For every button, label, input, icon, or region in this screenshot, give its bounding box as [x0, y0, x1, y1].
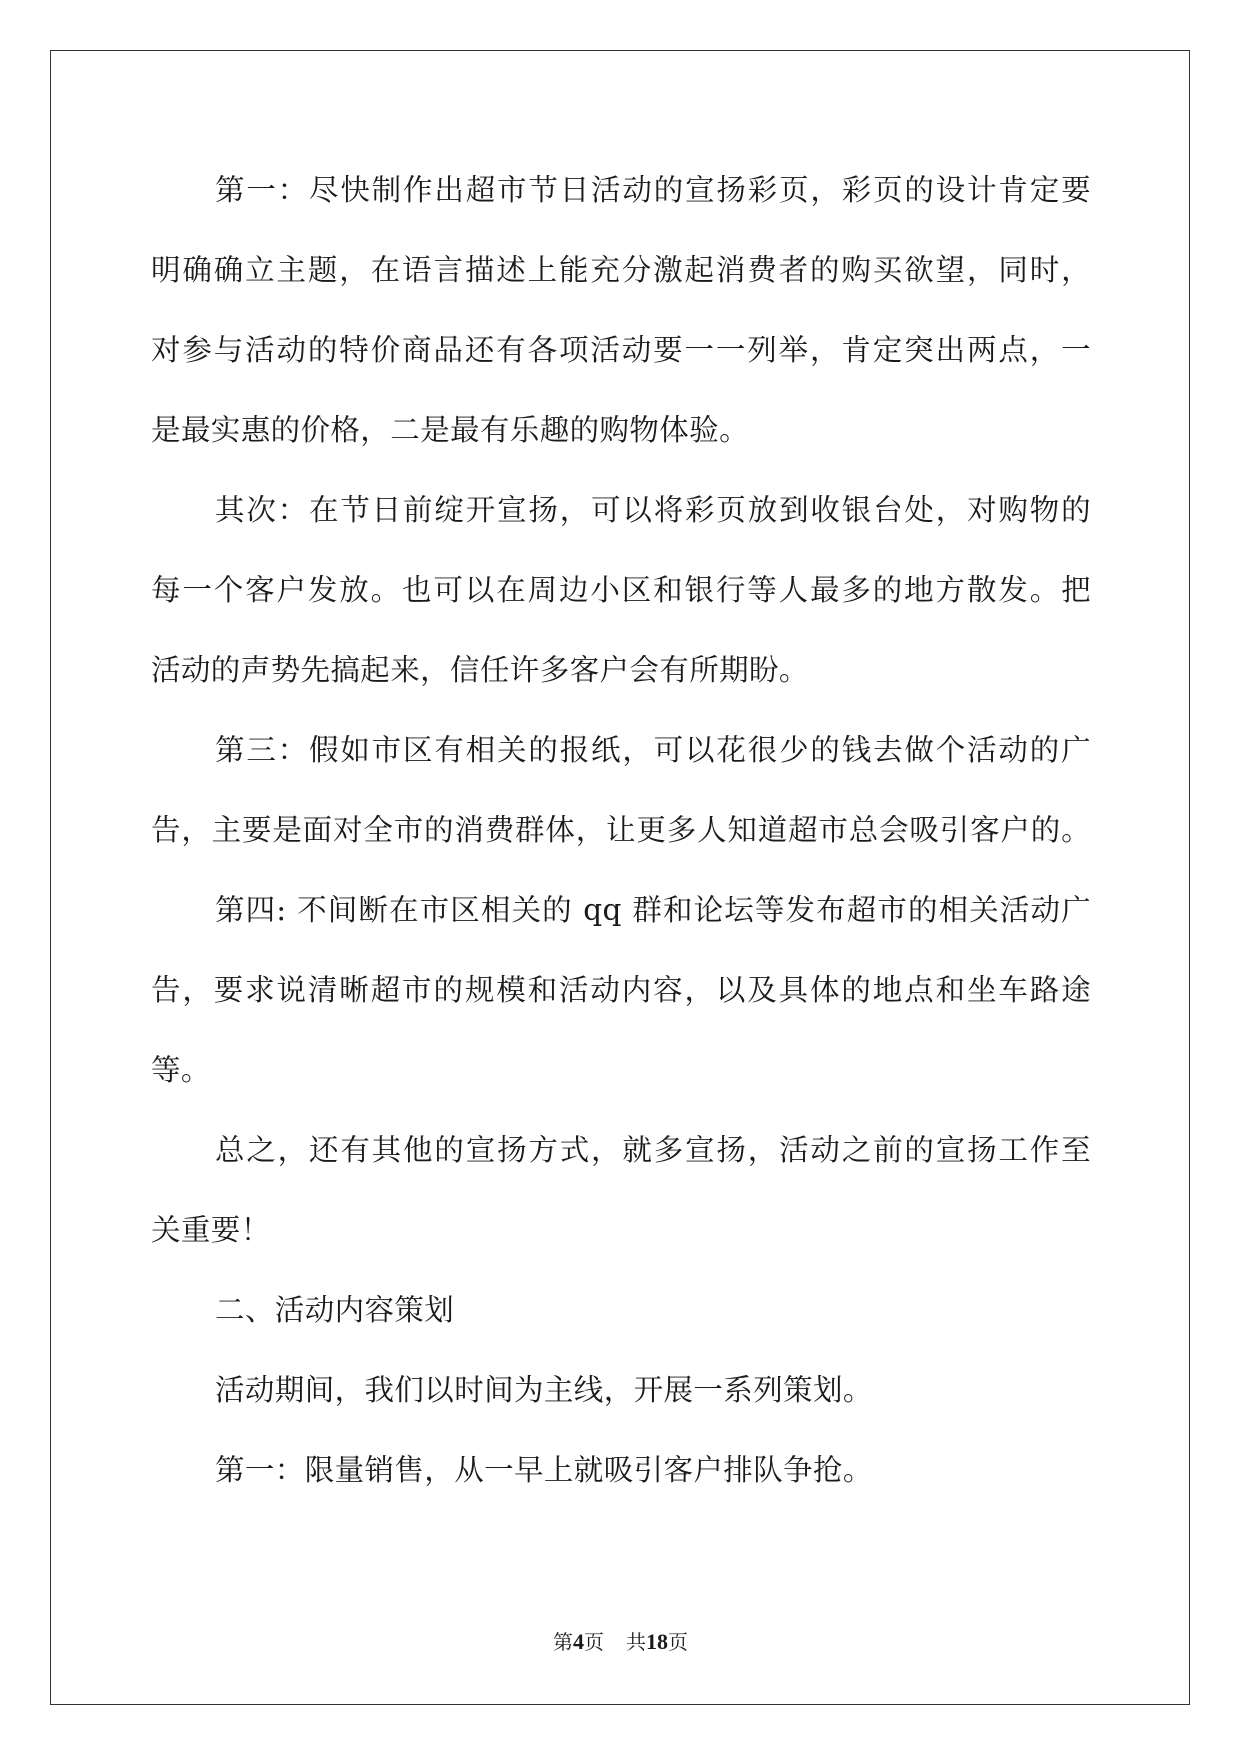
paragraph-line: 第一：尽快制作出超市节日活动的宣扬彩页，彩页的设计肯定要 [215, 173, 1091, 207]
paragraph-line: 告，要求说清晰超市的规模和活动内容，以及具体的地点和坐车路途 [151, 973, 1091, 1007]
footer-total-suffix: 页 [668, 1630, 688, 1654]
paragraph-line: 告，主要是面对全市的消费群体，让更多人知道超市总会吸引客户的。 [151, 813, 1091, 847]
paragraph-line: 第一：限量销售，从一早上就吸引客户排队争抢。 [215, 1453, 873, 1487]
page-number: 4 [573, 1629, 584, 1654]
paragraph-line: 每一个客户发放。也可以在周边小区和银行等人最多的地方散发。把 [151, 573, 1091, 607]
paragraph-line: 其次：在节日前绽开宣扬，可以将彩页放到收银台处，对购物的 [215, 493, 1091, 527]
page-footer [0, 1628, 1241, 1656]
paragraph-line: 活动期间，我们以时间为主线，开展一系列策划。 [215, 1373, 873, 1407]
footer-page-suffix: 页 [584, 1630, 604, 1654]
total-pages: 18 [646, 1629, 668, 1654]
footer-total-prefix: 共 [626, 1630, 646, 1654]
paragraph-line: 第四: 不间断在市区相关的 qq 群和论坛等发布超市的相关活动广 [215, 893, 1091, 927]
section-heading: 二、活动内容策划 [215, 1293, 455, 1327]
paragraph-line: 是最实惠的价格，二是最有乐趣的购物体验。 [151, 413, 750, 447]
paragraph-line: 关重要！ [151, 1213, 271, 1247]
paragraph-line: 对参与活动的特价商品还有各项活动要一一列举，肯定突出两点，一 [151, 333, 1091, 367]
footer-prefix: 第 [553, 1630, 573, 1654]
paragraph-line: 明确确立主题，在语言描述上能充分激起消费者的购买欲望，同时， [151, 253, 1091, 287]
paragraph-line: 活动的声势先搞起来，信任许多客户会有所期盼。 [151, 653, 809, 687]
paragraph-line: 等。 [151, 1053, 211, 1087]
paragraph-line: 总之，还有其他的宣扬方式，就多宣扬，活动之前的宣扬工作至 [215, 1133, 1091, 1167]
paragraph-line: 第三：假如市区有相关的报纸，可以花很少的钱去做个活动的广 [215, 733, 1091, 767]
